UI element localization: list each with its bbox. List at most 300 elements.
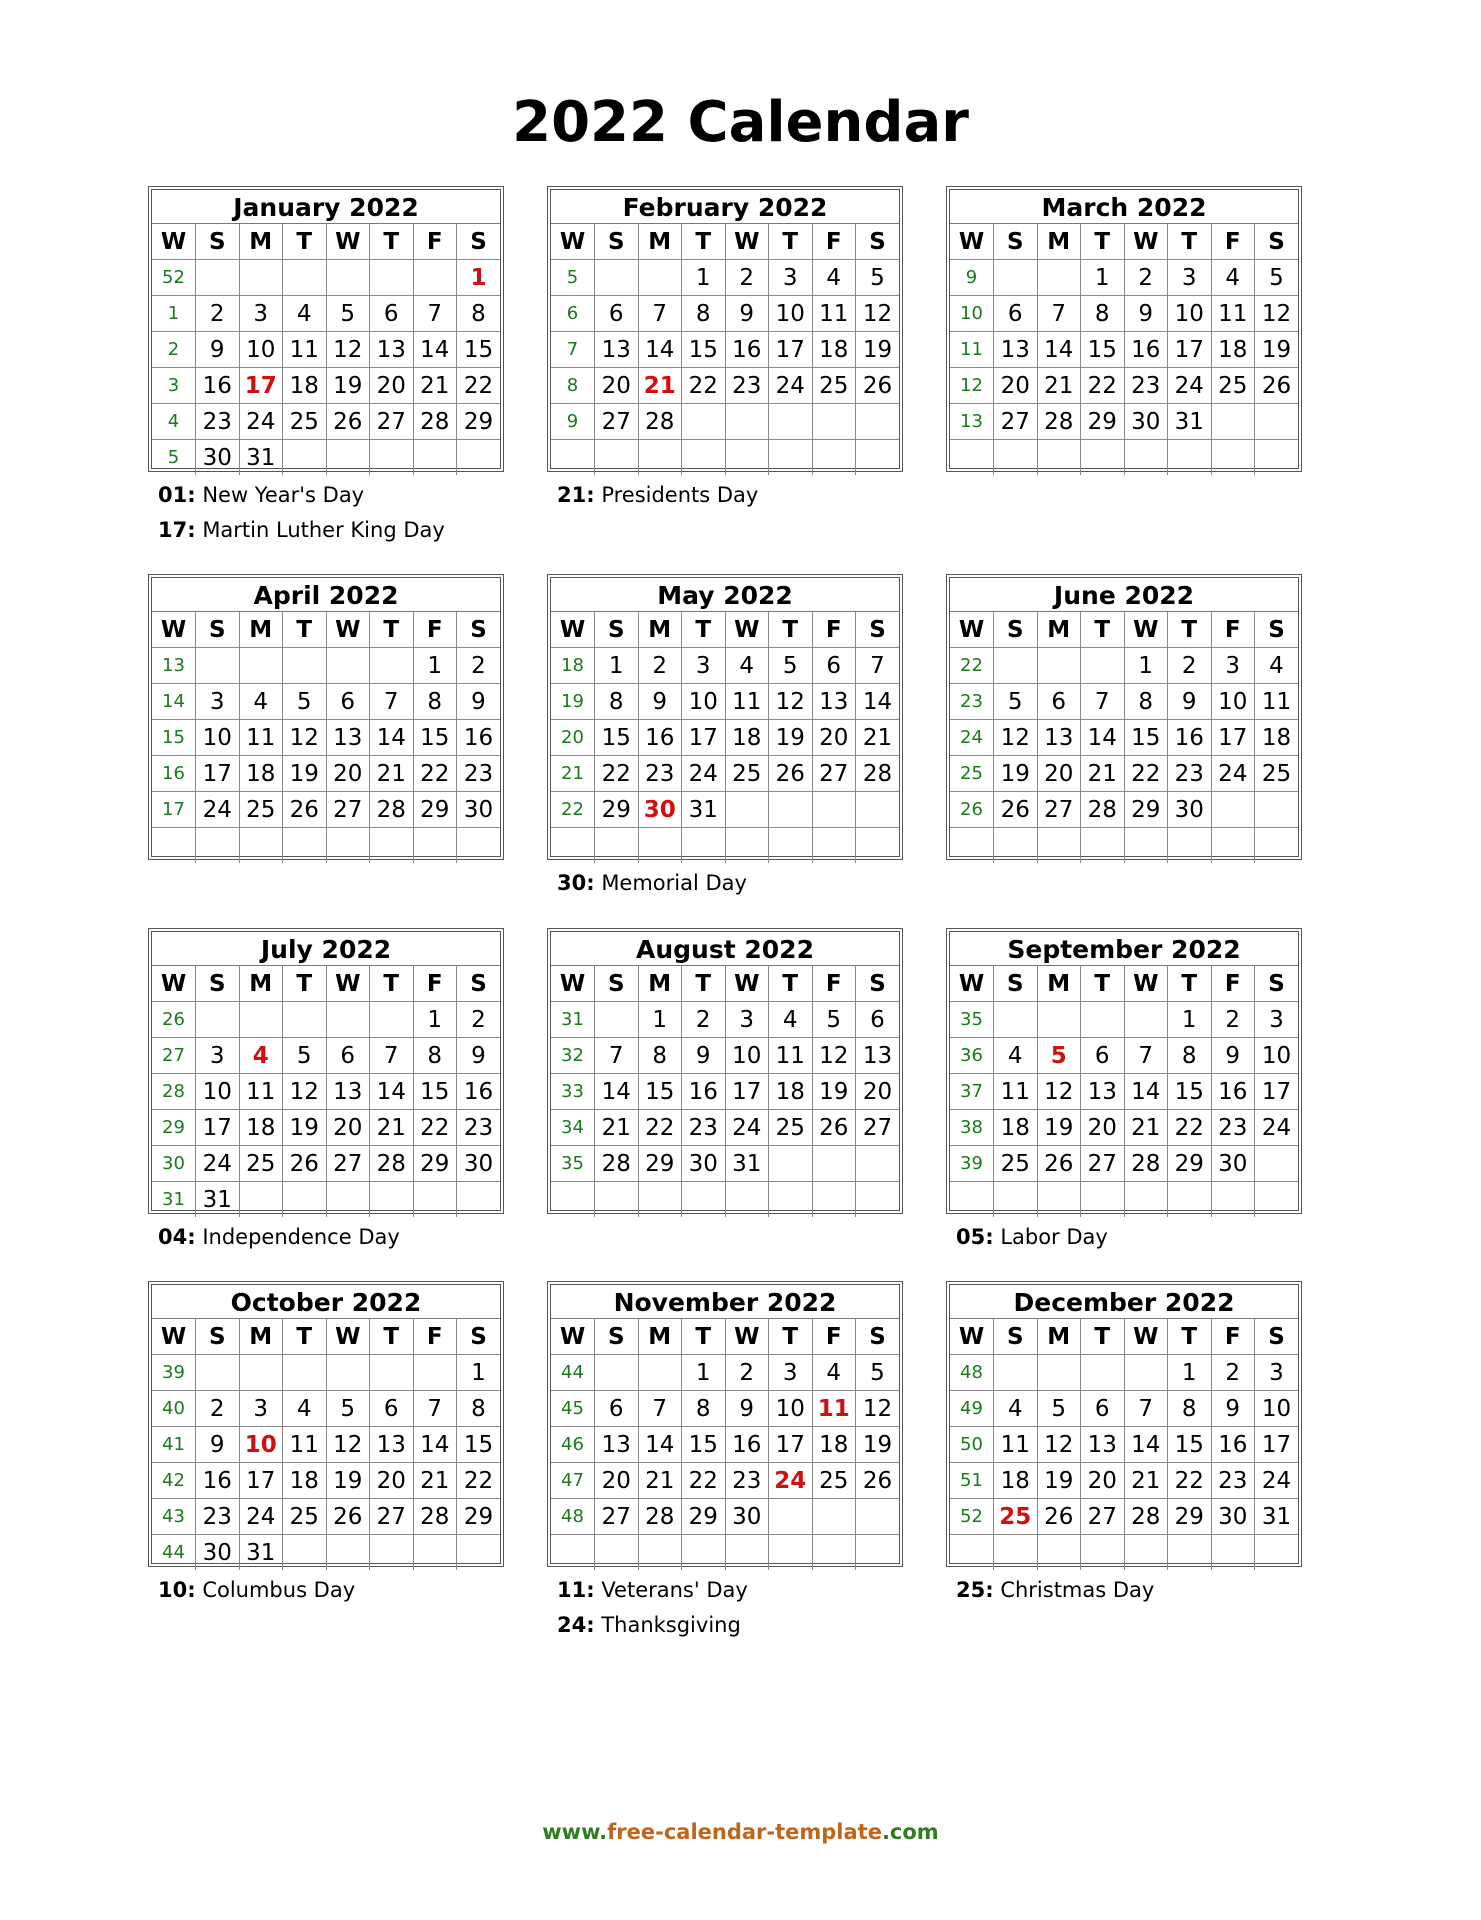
day-cell[interactable]: 5 [994,684,1038,720]
day-cell[interactable]: 27 [595,1499,639,1535]
day-cell[interactable]: 22 [413,756,457,792]
day-cell[interactable]: 18 [769,1074,813,1110]
day-cell[interactable]: 5 [856,1355,900,1391]
day-cell[interactable]: 5 [769,648,813,684]
day-cell[interactable]: 9 [1124,296,1168,332]
day-cell[interactable]: 8 [1168,1391,1212,1427]
day-cell[interactable]: 17 [239,1463,283,1499]
day-cell[interactable]: 23 [1124,368,1168,404]
day-cell[interactable]: 14 [856,684,900,720]
day-cell[interactable]: 2 [682,1002,726,1038]
day-cell[interactable]: 21 [413,1463,457,1499]
day-cell[interactable]: 4 [725,648,769,684]
day-cell[interactable]: 2 [638,648,682,684]
day-cell[interactable]: 8 [595,684,639,720]
day-cell[interactable]: 30 [1211,1146,1255,1182]
day-cell[interactable]: 9 [1211,1391,1255,1427]
day-cell[interactable]: 15 [682,332,726,368]
day-cell[interactable]: 7 [1037,296,1081,332]
day-cell[interactable]: 7 [370,1038,414,1074]
day-cell[interactable]: 10 [239,1427,283,1463]
day-cell[interactable]: 17 [196,756,240,792]
day-cell[interactable]: 31 [196,1182,240,1218]
day-cell[interactable]: 13 [856,1038,900,1074]
day-cell[interactable]: 27 [370,404,414,440]
day-cell[interactable]: 26 [1255,368,1299,404]
day-cell[interactable]: 28 [413,1499,457,1535]
day-cell[interactable]: 28 [1081,792,1125,828]
day-cell[interactable]: 4 [1255,648,1299,684]
day-cell[interactable]: 17 [1168,332,1212,368]
day-cell[interactable]: 15 [1168,1074,1212,1110]
day-cell[interactable]: 23 [196,1499,240,1535]
day-cell[interactable]: 30 [196,1535,240,1571]
day-cell[interactable]: 20 [1081,1110,1125,1146]
day-cell[interactable]: 3 [725,1002,769,1038]
day-cell[interactable]: 17 [1255,1074,1299,1110]
day-cell[interactable]: 24 [769,368,813,404]
day-cell[interactable]: 20 [1081,1463,1125,1499]
day-cell[interactable]: 6 [1081,1391,1125,1427]
day-cell[interactable]: 20 [812,720,856,756]
day-cell[interactable]: 20 [856,1074,900,1110]
day-cell[interactable]: 15 [457,332,501,368]
day-cell[interactable]: 24 [239,1499,283,1535]
day-cell[interactable]: 21 [638,1463,682,1499]
day-cell[interactable]: 2 [725,260,769,296]
day-cell[interactable]: 15 [1124,720,1168,756]
day-cell[interactable]: 15 [595,720,639,756]
day-cell[interactable]: 26 [1037,1499,1081,1535]
day-cell[interactable]: 27 [326,792,370,828]
day-cell[interactable]: 10 [1168,296,1212,332]
day-cell[interactable]: 19 [283,1110,327,1146]
day-cell[interactable]: 21 [370,756,414,792]
day-cell[interactable]: 1 [457,1355,501,1391]
day-cell[interactable]: 30 [457,1146,501,1182]
day-cell[interactable]: 9 [725,296,769,332]
day-cell[interactable]: 30 [638,792,682,828]
day-cell[interactable]: 2 [1211,1002,1255,1038]
day-cell[interactable]: 9 [1211,1038,1255,1074]
day-cell[interactable]: 23 [457,1110,501,1146]
day-cell[interactable]: 16 [725,1427,769,1463]
day-cell[interactable]: 4 [239,1038,283,1074]
day-cell[interactable]: 2 [1211,1355,1255,1391]
day-cell[interactable]: 5 [1037,1038,1081,1074]
day-cell[interactable]: 31 [239,440,283,476]
day-cell[interactable]: 11 [725,684,769,720]
day-cell[interactable]: 29 [682,1499,726,1535]
day-cell[interactable]: 3 [239,1391,283,1427]
day-cell[interactable]: 25 [725,756,769,792]
day-cell[interactable]: 3 [769,1355,813,1391]
day-cell[interactable]: 28 [1124,1499,1168,1535]
day-cell[interactable]: 8 [1168,1038,1212,1074]
day-cell[interactable]: 24 [196,792,240,828]
day-cell[interactable]: 1 [1124,648,1168,684]
day-cell[interactable]: 4 [1211,260,1255,296]
day-cell[interactable]: 7 [1124,1038,1168,1074]
day-cell[interactable]: 18 [812,1427,856,1463]
day-cell[interactable]: 1 [457,260,501,296]
day-cell[interactable]: 26 [994,792,1038,828]
day-cell[interactable]: 5 [812,1002,856,1038]
day-cell[interactable]: 24 [1255,1110,1299,1146]
day-cell[interactable]: 22 [682,368,726,404]
day-cell[interactable]: 21 [1037,368,1081,404]
day-cell[interactable]: 8 [457,1391,501,1427]
day-cell[interactable]: 11 [1211,296,1255,332]
day-cell[interactable]: 17 [769,1427,813,1463]
day-cell[interactable]: 15 [457,1427,501,1463]
day-cell[interactable]: 13 [1037,720,1081,756]
day-cell[interactable]: 30 [682,1146,726,1182]
day-cell[interactable]: 11 [994,1427,1038,1463]
day-cell[interactable]: 23 [682,1110,726,1146]
day-cell[interactable]: 14 [1037,332,1081,368]
day-cell[interactable]: 27 [326,1146,370,1182]
day-cell[interactable]: 10 [239,332,283,368]
day-cell[interactable]: 10 [769,296,813,332]
day-cell[interactable]: 9 [196,332,240,368]
day-cell[interactable]: 18 [994,1110,1038,1146]
day-cell[interactable]: 3 [1168,260,1212,296]
day-cell[interactable]: 1 [1081,260,1125,296]
day-cell[interactable]: 20 [595,368,639,404]
day-cell[interactable]: 12 [283,1074,327,1110]
day-cell[interactable]: 17 [239,368,283,404]
day-cell[interactable]: 21 [595,1110,639,1146]
day-cell[interactable]: 21 [1081,756,1125,792]
day-cell[interactable]: 7 [413,296,457,332]
day-cell[interactable]: 10 [769,1391,813,1427]
day-cell[interactable]: 25 [283,1499,327,1535]
day-cell[interactable]: 20 [1037,756,1081,792]
day-cell[interactable]: 16 [725,332,769,368]
day-cell[interactable]: 20 [595,1463,639,1499]
day-cell[interactable]: 18 [994,1463,1038,1499]
day-cell[interactable]: 18 [725,720,769,756]
day-cell[interactable]: 1 [413,1002,457,1038]
day-cell[interactable]: 14 [413,332,457,368]
day-cell[interactable]: 31 [1168,404,1212,440]
day-cell[interactable]: 6 [326,684,370,720]
day-cell[interactable]: 15 [638,1074,682,1110]
day-cell[interactable]: 10 [196,720,240,756]
day-cell[interactable]: 16 [1211,1074,1255,1110]
day-cell[interactable]: 24 [196,1146,240,1182]
day-cell[interactable]: 16 [1168,720,1212,756]
day-cell[interactable]: 17 [1211,720,1255,756]
day-cell[interactable]: 9 [1168,684,1212,720]
day-cell[interactable]: 10 [196,1074,240,1110]
day-cell[interactable]: 22 [457,368,501,404]
day-cell[interactable]: 23 [1211,1463,1255,1499]
day-cell[interactable]: 15 [413,1074,457,1110]
day-cell[interactable]: 7 [638,296,682,332]
day-cell[interactable]: 20 [994,368,1038,404]
day-cell[interactable]: 18 [239,1110,283,1146]
day-cell[interactable]: 25 [239,1146,283,1182]
day-cell[interactable]: 6 [595,1391,639,1427]
day-cell[interactable]: 6 [812,648,856,684]
day-cell[interactable]: 23 [1211,1110,1255,1146]
day-cell[interactable]: 1 [595,648,639,684]
day-cell[interactable]: 28 [413,404,457,440]
day-cell[interactable]: 26 [326,404,370,440]
day-cell[interactable]: 5 [856,260,900,296]
day-cell[interactable]: 27 [370,1499,414,1535]
day-cell[interactable]: 24 [682,756,726,792]
day-cell[interactable]: 28 [638,404,682,440]
day-cell[interactable]: 12 [283,720,327,756]
day-cell[interactable]: 8 [457,296,501,332]
day-cell[interactable]: 28 [1124,1146,1168,1182]
day-cell[interactable]: 18 [812,332,856,368]
day-cell[interactable]: 3 [239,296,283,332]
day-cell[interactable]: 7 [856,648,900,684]
day-cell[interactable]: 26 [856,368,900,404]
day-cell[interactable]: 11 [283,332,327,368]
day-cell[interactable]: 12 [856,1391,900,1427]
day-cell[interactable]: 20 [370,1463,414,1499]
day-cell[interactable]: 25 [1255,756,1299,792]
day-cell[interactable]: 10 [1255,1391,1299,1427]
day-cell[interactable]: 17 [769,332,813,368]
day-cell[interactable]: 29 [1081,404,1125,440]
day-cell[interactable]: 9 [457,1038,501,1074]
day-cell[interactable]: 4 [994,1391,1038,1427]
day-cell[interactable]: 23 [725,368,769,404]
day-cell[interactable]: 20 [370,368,414,404]
day-cell[interactable]: 25 [812,368,856,404]
day-cell[interactable]: 28 [1037,404,1081,440]
day-cell[interactable]: 26 [283,792,327,828]
day-cell[interactable]: 7 [370,684,414,720]
day-cell[interactable]: 14 [370,1074,414,1110]
day-cell[interactable]: 26 [856,1463,900,1499]
day-cell[interactable]: 28 [370,1146,414,1182]
day-cell[interactable]: 30 [1124,404,1168,440]
day-cell[interactable]: 13 [1081,1074,1125,1110]
day-cell[interactable]: 7 [1081,684,1125,720]
day-cell[interactable]: 7 [638,1391,682,1427]
day-cell[interactable]: 21 [856,720,900,756]
day-cell[interactable]: 26 [769,756,813,792]
day-cell[interactable]: 14 [1081,720,1125,756]
day-cell[interactable]: 14 [638,1427,682,1463]
day-cell[interactable]: 23 [1168,756,1212,792]
day-cell[interactable]: 14 [370,720,414,756]
day-cell[interactable]: 22 [1124,756,1168,792]
day-cell[interactable]: 26 [326,1499,370,1535]
day-cell[interactable]: 24 [1255,1463,1299,1499]
day-cell[interactable]: 12 [812,1038,856,1074]
day-cell[interactable]: 30 [196,440,240,476]
day-cell[interactable]: 20 [326,1110,370,1146]
day-cell[interactable]: 18 [239,756,283,792]
day-cell[interactable]: 6 [856,1002,900,1038]
day-cell[interactable]: 18 [1211,332,1255,368]
day-cell[interactable]: 8 [638,1038,682,1074]
day-cell[interactable]: 4 [283,296,327,332]
day-cell[interactable]: 1 [682,1355,726,1391]
day-cell[interactable]: 19 [769,720,813,756]
day-cell[interactable]: 9 [457,684,501,720]
day-cell[interactable]: 27 [1081,1146,1125,1182]
day-cell[interactable]: 14 [1124,1074,1168,1110]
day-cell[interactable]: 28 [370,792,414,828]
day-cell[interactable]: 29 [457,404,501,440]
day-cell[interactable]: 5 [1037,1391,1081,1427]
day-cell[interactable]: 15 [682,1427,726,1463]
day-cell[interactable]: 19 [1255,332,1299,368]
day-cell[interactable]: 19 [856,332,900,368]
day-cell[interactable]: 14 [638,332,682,368]
day-cell[interactable]: 5 [1255,260,1299,296]
day-cell[interactable]: 13 [326,1074,370,1110]
day-cell[interactable]: 5 [326,296,370,332]
day-cell[interactable]: 12 [769,684,813,720]
day-cell[interactable]: 13 [370,332,414,368]
day-cell[interactable]: 2 [1168,648,1212,684]
day-cell[interactable]: 31 [1255,1499,1299,1535]
day-cell[interactable]: 28 [856,756,900,792]
day-cell[interactable]: 20 [326,756,370,792]
day-cell[interactable]: 11 [994,1074,1038,1110]
day-cell[interactable]: 1 [1168,1002,1212,1038]
day-cell[interactable]: 4 [283,1391,327,1427]
day-cell[interactable]: 19 [1037,1110,1081,1146]
day-cell[interactable]: 22 [1168,1463,1212,1499]
day-cell[interactable]: 13 [326,720,370,756]
day-cell[interactable]: 21 [638,368,682,404]
day-cell[interactable]: 19 [994,756,1038,792]
day-cell[interactable]: 18 [283,368,327,404]
day-cell[interactable]: 10 [682,684,726,720]
day-cell[interactable]: 8 [1081,296,1125,332]
day-cell[interactable]: 18 [1255,720,1299,756]
day-cell[interactable]: 4 [812,1355,856,1391]
day-cell[interactable]: 25 [994,1146,1038,1182]
day-cell[interactable]: 13 [595,332,639,368]
day-cell[interactable]: 19 [1037,1463,1081,1499]
day-cell[interactable]: 2 [196,1391,240,1427]
day-cell[interactable]: 15 [1168,1427,1212,1463]
day-cell[interactable]: 19 [283,756,327,792]
day-cell[interactable]: 22 [595,756,639,792]
day-cell[interactable]: 10 [1211,684,1255,720]
day-cell[interactable]: 8 [413,1038,457,1074]
day-cell[interactable]: 21 [370,1110,414,1146]
day-cell[interactable]: 27 [1081,1499,1125,1535]
day-cell[interactable]: 1 [682,260,726,296]
day-cell[interactable]: 16 [1211,1427,1255,1463]
day-cell[interactable]: 8 [682,296,726,332]
day-cell[interactable]: 22 [682,1463,726,1499]
day-cell[interactable]: 4 [812,260,856,296]
day-cell[interactable]: 31 [682,792,726,828]
day-cell[interactable]: 27 [856,1110,900,1146]
day-cell[interactable]: 29 [413,792,457,828]
day-cell[interactable]: 26 [283,1146,327,1182]
day-cell[interactable]: 3 [1255,1002,1299,1038]
day-cell[interactable]: 17 [725,1074,769,1110]
day-cell[interactable]: 30 [1211,1499,1255,1535]
day-cell[interactable]: 11 [283,1427,327,1463]
day-cell[interactable]: 12 [856,296,900,332]
day-cell[interactable]: 16 [196,368,240,404]
day-cell[interactable]: 29 [457,1499,501,1535]
day-cell[interactable]: 5 [283,684,327,720]
day-cell[interactable]: 28 [595,1146,639,1182]
day-cell[interactable]: 2 [457,1002,501,1038]
day-cell[interactable]: 21 [413,368,457,404]
day-cell[interactable]: 22 [457,1463,501,1499]
day-cell[interactable]: 2 [196,296,240,332]
day-cell[interactable]: 6 [326,1038,370,1074]
day-cell[interactable]: 6 [595,296,639,332]
day-cell[interactable]: 22 [638,1110,682,1146]
day-cell[interactable]: 3 [682,648,726,684]
day-cell[interactable]: 16 [457,1074,501,1110]
day-cell[interactable]: 24 [725,1110,769,1146]
day-cell[interactable]: 27 [1037,792,1081,828]
day-cell[interactable]: 19 [812,1074,856,1110]
day-cell[interactable]: 25 [812,1463,856,1499]
day-cell[interactable]: 4 [994,1038,1038,1074]
day-cell[interactable]: 17 [196,1110,240,1146]
day-cell[interactable]: 27 [812,756,856,792]
day-cell[interactable]: 29 [1168,1146,1212,1182]
day-cell[interactable]: 7 [1124,1391,1168,1427]
day-cell[interactable]: 10 [725,1038,769,1074]
day-cell[interactable]: 23 [196,404,240,440]
day-cell[interactable]: 2 [457,648,501,684]
day-cell[interactable]: 30 [1168,792,1212,828]
day-cell[interactable]: 31 [239,1535,283,1571]
day-cell[interactable]: 26 [812,1110,856,1146]
day-cell[interactable]: 3 [196,684,240,720]
day-cell[interactable]: 6 [1037,684,1081,720]
day-cell[interactable]: 16 [457,720,501,756]
day-cell[interactable]: 24 [1168,368,1212,404]
day-cell[interactable]: 9 [682,1038,726,1074]
day-cell[interactable]: 4 [239,684,283,720]
day-cell[interactable]: 25 [283,404,327,440]
day-cell[interactable]: 27 [595,404,639,440]
day-cell[interactable]: 1 [1168,1355,1212,1391]
day-cell[interactable]: 3 [769,260,813,296]
day-cell[interactable]: 22 [1081,368,1125,404]
day-cell[interactable]: 12 [1037,1427,1081,1463]
day-cell[interactable]: 14 [595,1074,639,1110]
day-cell[interactable]: 2 [1124,260,1168,296]
day-cell[interactable]: 14 [413,1427,457,1463]
day-cell[interactable]: 28 [638,1499,682,1535]
day-cell[interactable]: 17 [1255,1427,1299,1463]
day-cell[interactable]: 23 [457,756,501,792]
day-cell[interactable]: 7 [413,1391,457,1427]
day-cell[interactable]: 29 [1168,1499,1212,1535]
day-cell[interactable]: 3 [196,1038,240,1074]
day-cell[interactable]: 12 [326,332,370,368]
day-cell[interactable]: 8 [682,1391,726,1427]
day-cell[interactable]: 1 [638,1002,682,1038]
day-cell[interactable]: 13 [595,1427,639,1463]
day-cell[interactable]: 9 [638,684,682,720]
